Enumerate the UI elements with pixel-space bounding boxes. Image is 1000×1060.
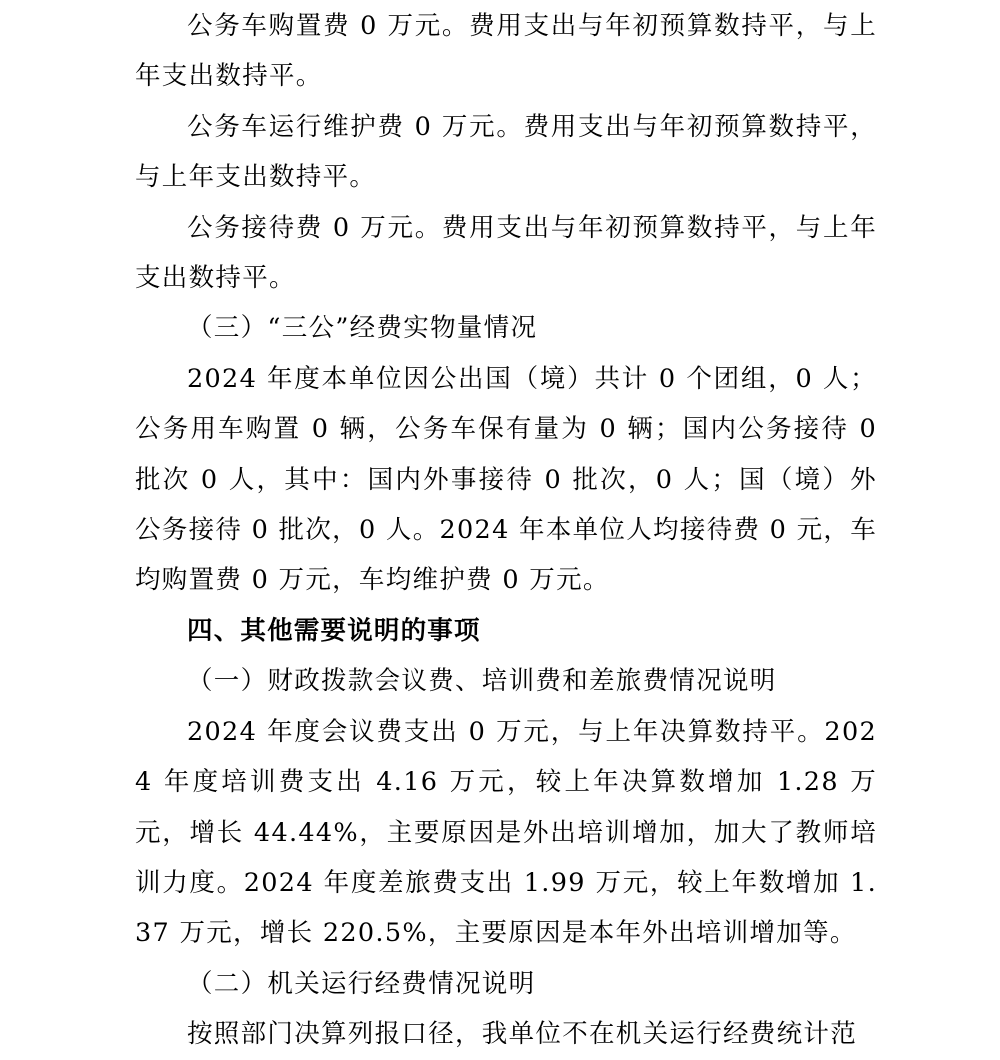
sub-1-title: （一）财政拨款会议费、培训费和差旅费情况说明 <box>187 666 777 697</box>
paragraph-meeting-training-travel: 2024 年度会议费支出 0 万元，与上年决算数持平。2024 年度培训费支出 4.16 万元，较上年决算数增加 1.28 万元，增长 44.44%，主要原因是外出培训增加，加大了教师培训力度。2024 年度差旅费支出 1.99 万元，较上年数增加 1.37 万元，增长 220.5%，主要原因是本年外出培训增加等。 <box>135 716 877 949</box>
sub-2-title: （二）机关运行经费情况说明 <box>187 968 536 999</box>
chapter-4-title: 四、其他需要说明的事项 <box>187 615 481 646</box>
paragraph-reception: 公务接待费 0 万元。费用支出与年初预算数持平，与上年支出数持平。 <box>135 212 877 294</box>
paragraph-car-maintenance: 公务车运行维护费 0 万元。费用支出与年初预算数持平，与上年支出数持平。 <box>135 111 877 193</box>
paragraph-operating-expense: 按照部门决算列报口径，我单位不在机关运行经费统计范 <box>187 1019 858 1050</box>
section-3-title: （三）“三公”经费实物量情况 <box>187 313 538 344</box>
paragraph-physical-quantity: 2024 年度本单位因公出国（境）共计 0 个团组，0 人；公务用车购置 0 辆，公务车保有量为 0 辆；国内公务接待 0 批次 0 人，其中：国内外事接待 0 批次，0 人；国（境）外公务接待 0 批次，0 人。2024 年本单位人均接待费 0 元，车均购置费 0 万元，车均维护费 0 万元。 <box>135 363 877 596</box>
document-page <box>135 0 877 1060</box>
paragraph-car-purchase: 公务车购置费 0 万元。费用支出与年初预算数持平，与上年支出数持平。 <box>135 11 877 92</box>
